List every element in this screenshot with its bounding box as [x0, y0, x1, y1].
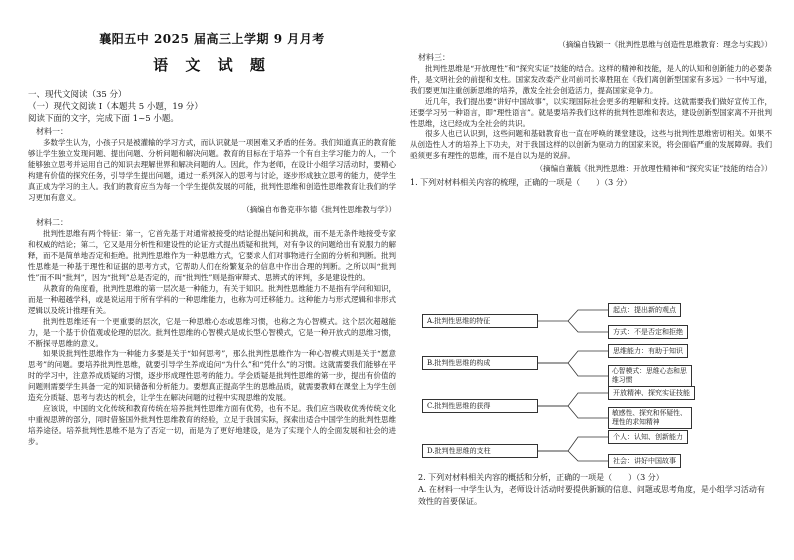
material2-paragraph: 批判性思维有两个特征：第一，它首先基于对通常被接受的结论提出疑问和挑战，而不是无条件地接受专家和权威的结论；第二，它又是用分析性和建设性的论证方式提出质疑和批判，对有争议的问题给出有说服力的解释，而不是简单地否定和拒绝。批判性思维作为一种思维方式，它要求人们对事物进行全面的分析和判断。批判性思维是一种基于理性和证据的思考方式，它帮助人们在纷繁复杂的信息中作出合理的判断。之所以叫“批判性”而不叫“批判”，因为“批判”总是否定的，而“批判性”则是指审辩式、思辨式的评判，多是建设性的。	[28, 229, 396, 283]
concept-diagram	[418, 301, 758, 466]
question-1: 1. 下列对材料相关内容的梳理，正确的一项是（ ）（3 分）	[410, 178, 632, 188]
right-content	[410, 38, 772, 191]
material1-paragraph: 多数学生认为，小孩子只是被灌输的学习方式，而认识就是一项困难又矛盾的任务。我们知道真正的教育能够让学生独立发现问题、提出问题、分析问题和解决问题。教育的目标在于培养一个有自主学习能力的人，一个能够独立思考并运用自己的知识去理解世界和解决问题的人。因此，作为老师，在设计小组学习活动时，要精心构建有价值的探究任务，引导学生提出问题，通过一系列深入的思考与讨论，逐步形成独立思考的能力，使学生真正成为学习的主人。我们的教育应当为每一个学生提供发展的可能，批判性思维和创造性思维教育让我们的学习更加有意义。	[28, 138, 396, 202]
diagram-leaf-d1: 个人：认知、创新能力	[608, 430, 688, 444]
material3-paragraph: 近几年，我们提出要“讲好中国故事”，以实现国际社会更多的理解和支持。这就需要我们做好宣传工作，还要学习另一种语言，即“理性语言”。就是要培养我们这样的批判性思维和表达，建设创新型国家离不开批判性思维，这已经成为全社会的共识。	[410, 96, 772, 128]
subject-title: 语 文 试 题	[153, 56, 271, 74]
material3-label: 材料三：	[418, 53, 450, 62]
left-content	[28, 89, 396, 448]
exam-title: 襄阳五中 2025 届高三上学期 9 月月考	[99, 32, 325, 46]
section-heading: 一、现代文阅读（35 分）	[28, 90, 127, 100]
diagram-node-a: A.批判性思维的特征	[422, 314, 538, 328]
material2-label: 材料二：	[36, 218, 68, 228]
material2-paragraph: 应该说，中国的文化传统和教育传统在培养批判性思维方面有优势，也有不足。我们应当吸收优秀传统文化中重视思辨的部分，同时借鉴国外批判性思维教育的经验，立足于我国实际，探索出适合中国学生的批判性思维培养途径。培养批判性思维不是为了否定一切，而是为了更好地建设，是为了实现个人的全面发展和社会的进步。	[28, 403, 396, 446]
question-2	[418, 472, 770, 508]
diagram-node-d: D.批判性思维的支柱	[422, 444, 538, 458]
question-2-stem: 2. 下列对材料相关内容的概括和分析，正确的一项是（ ）（3 分）	[418, 473, 664, 482]
diagram-leaf-a1: 起点：提出新的观点	[608, 303, 681, 317]
diagram-leaf-c2: 敏感性、探究和怀疑性、理性的求知精神	[608, 407, 692, 429]
diagram-node-b: B.批判性思维的构成	[422, 356, 538, 370]
material2-paragraph: 如果说批判性思维作为一种能力多要是关于“如何思考”，那么批判性思维作为一种心智模式则是关于“愿意思考”的问题。要培养批判性思维，就要引导学生养成追问“为什么”和“凭什么”的习惯。这就需要我们能够在平时的学习中，注意养成质疑的习惯，逐步形成理性思考的能力。学会质疑是批判性思维的第一步，提出有价值的问题则需要学生具备一定的知识储备和分析能力。要想真正提高学生的思维品质，就需要教师在课堂上为学生创造充分质疑、思考与表达的机会，让学生在解决问题的过程中实现思维的发展。	[28, 349, 396, 403]
diagram-leaf-a2: 方式：不是否定和拒绝	[608, 325, 688, 339]
subsection-heading: （一）现代文阅读 I（本题共 5 小题，19 分）	[28, 102, 203, 112]
material3-paragraph: 批判性思维是“开放理性”和“探究实证”技能的结合。这样的精神和技能，是人的认知和创新能力的必要条件，是文明社会的前提和支柱。国家发改委产业司前司长辜胜阻在《我们离创新型国家有多远》一书中写道，我们要更加注重创新思维的培养，激发全社会创造活力，提高国家竞争力。	[410, 64, 772, 95]
question-2-option-a: A. 在材料一中学生认为，老师设计活动时要提供新颖的信息、问题或思考角度，是小组学习活动有效性的首要保证。	[418, 485, 765, 506]
material3-paragraph: 很多人也已认识到，这些问题和基础教育也一直在呼唤的课堂建设，这些与批判性思维密切相关。如果不从创造性人才的培养上下功夫，对于我国这样的以创新为驱动力的国家来说，将会面临严重的发展障碍。我们亟须更多有理性的思维，而不是自以为是的说辞。	[410, 129, 772, 161]
diagram-leaf-b1: 思维能力：有助于知识	[608, 344, 688, 358]
material2-paragraph: 批判性思维还有一个更重要的层次，它是一种思维心态或思维习惯，也称之为心智模式。这个层次超越能力，是一个基于价值观或伦理的层次。批判性思维的心智模式是成长型心智模式，它是一种开放式的思维习惯，不断探寻思维的意义。	[28, 316, 396, 348]
material3-source: （摘编自董毓《批判性思维：开放理性精神和“探究实证”技能的结合》）	[535, 164, 772, 174]
material1-source: （摘编自布鲁克菲尔德《批判性思维教与学》）	[242, 205, 396, 215]
diagram-node-c: C.批判性思维的获得	[422, 399, 538, 413]
diagram-leaf-d2: 社会：讲好中国故事	[608, 454, 681, 468]
instruction: 阅读下面的文字，完成下面 1~5 小题。	[28, 114, 179, 124]
material2-paragraph: 从教育的角度看，批判性思维的第一层次是一种能力，有关于知识。批判性思维能力不是指有学问和知识，而是一种超越学科，或是说运用于所有学科的一种思维能力，也称为可迁移能力。这种能力与形式逻辑和非形式逻辑以及统计推理有关。	[28, 283, 396, 315]
diagram-leaf-c1: 开放精神、探究实证技能	[608, 386, 695, 400]
material1-label: 材料一：	[36, 127, 68, 136]
diagram-leaf-b2: 心智模式：思维心态和思维习惯	[608, 365, 692, 387]
material2-source: （摘编自钱颖一《批判性思维与创造性思维教育：理念与实践》）	[558, 40, 772, 49]
